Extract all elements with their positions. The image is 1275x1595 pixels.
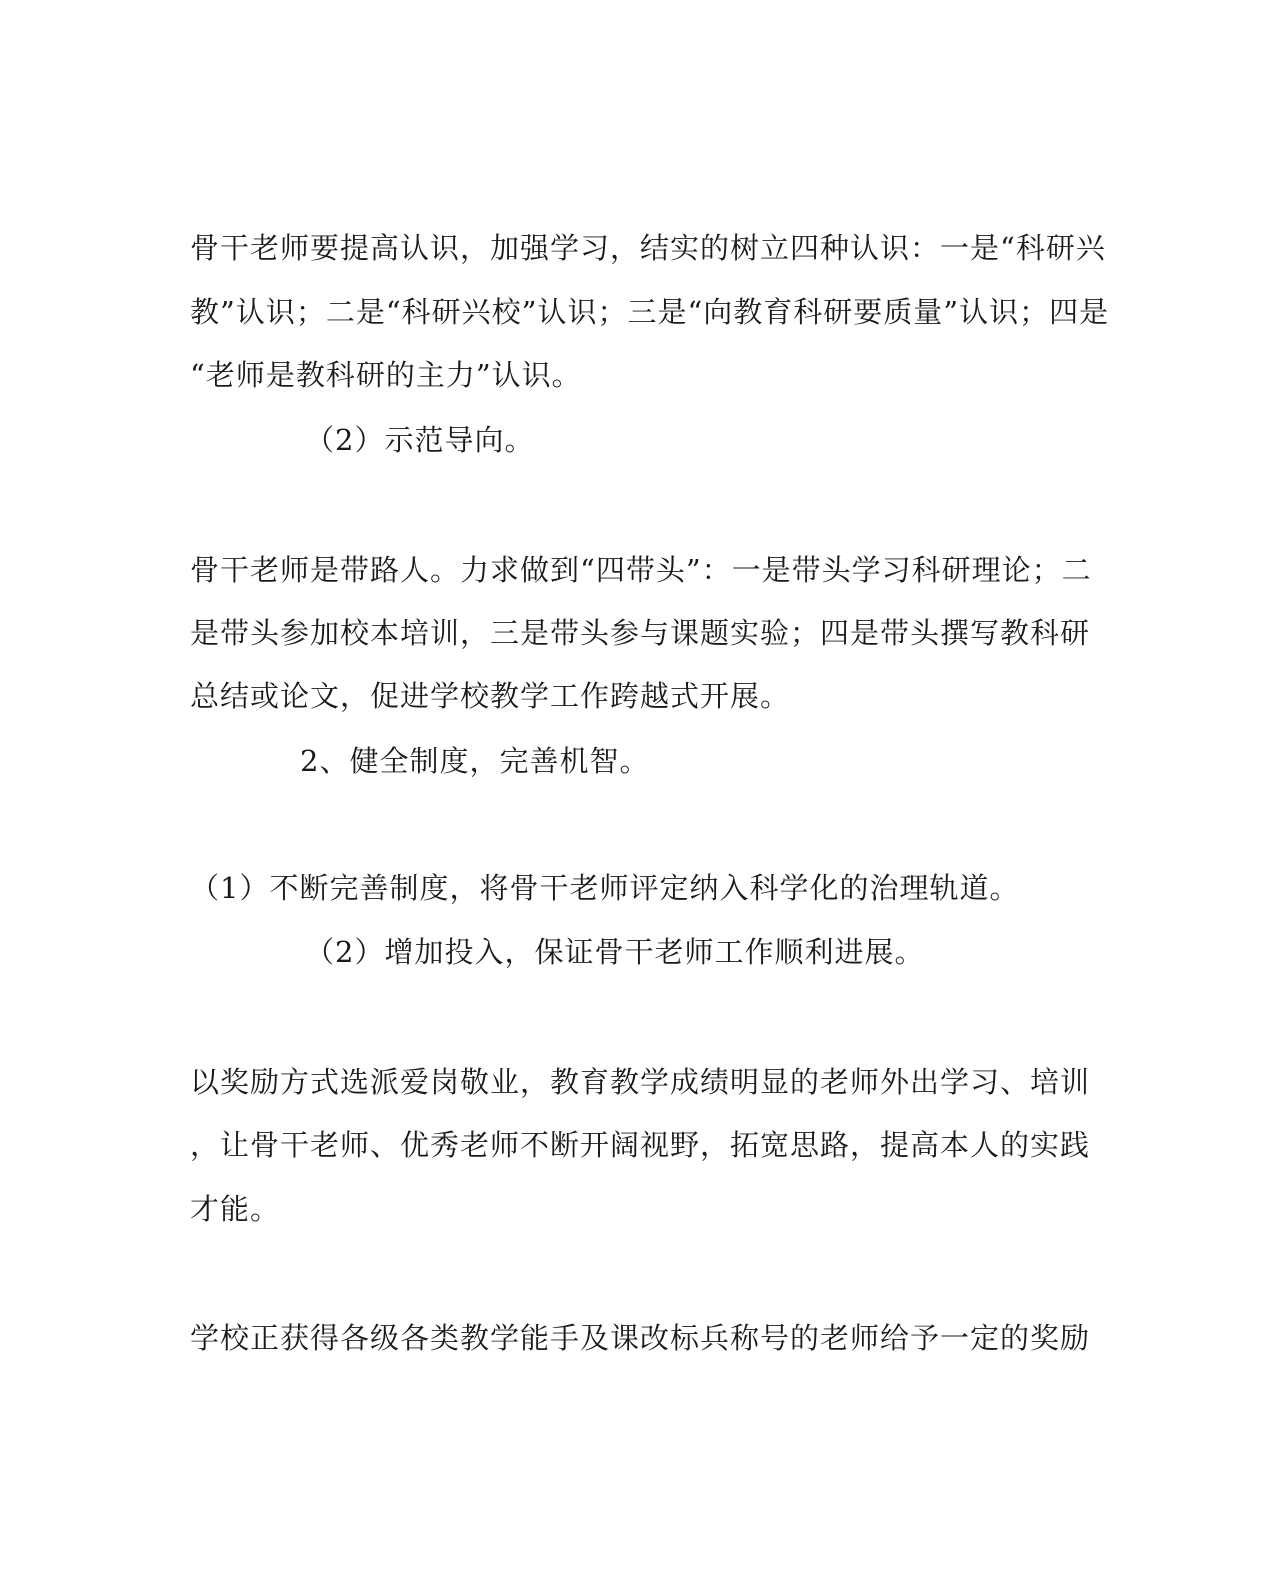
- paragraph-line: 是带头参加校本培训，三是带头参与课题实验；四是带头撰写教科研: [190, 616, 1091, 650]
- paragraph-line: 才能。: [190, 1192, 281, 1226]
- subheading: （2）增加投入，保证骨干老师工作顺利进展。: [305, 935, 925, 969]
- paragraph-line: ，让骨干老师、优秀老师不断开阔视野，拓宽思路，提高本人的实践: [190, 1128, 1091, 1162]
- paragraph-line: “老师是教科研的主力”认识。: [190, 358, 582, 392]
- section-heading: 2、健全制度，完善机智。: [300, 744, 650, 778]
- paragraph-line: （1）不断完善制度，将骨干老师评定纳入科学化的治理轨道。: [190, 871, 1020, 905]
- paragraph-line: 骨干老师要提高认识，加强学习，结实的树立四种认识：一是“科研兴: [190, 231, 1106, 265]
- paragraph-line: 学校正获得各级各类教学能手及课改标兵称号的老师给予一定的奖励: [190, 1321, 1091, 1355]
- paragraph-line: 骨干老师是带路人。力求做到“四带头”：一是带头学习科研理论；二: [190, 553, 1092, 587]
- paragraph-line: 以奖励方式选派爱岗敬业，教育教学成绩明显的老师外出学习、培训: [190, 1065, 1091, 1099]
- subheading: （2）示范导向。: [305, 423, 535, 457]
- paragraph-line: 总结或论文，促进学校教学工作跨越式开展。: [190, 679, 791, 713]
- paragraph-line: 教”认识；二是“科研兴校”认识；三是“向教育科研要质量”认识；四是: [190, 295, 1110, 329]
